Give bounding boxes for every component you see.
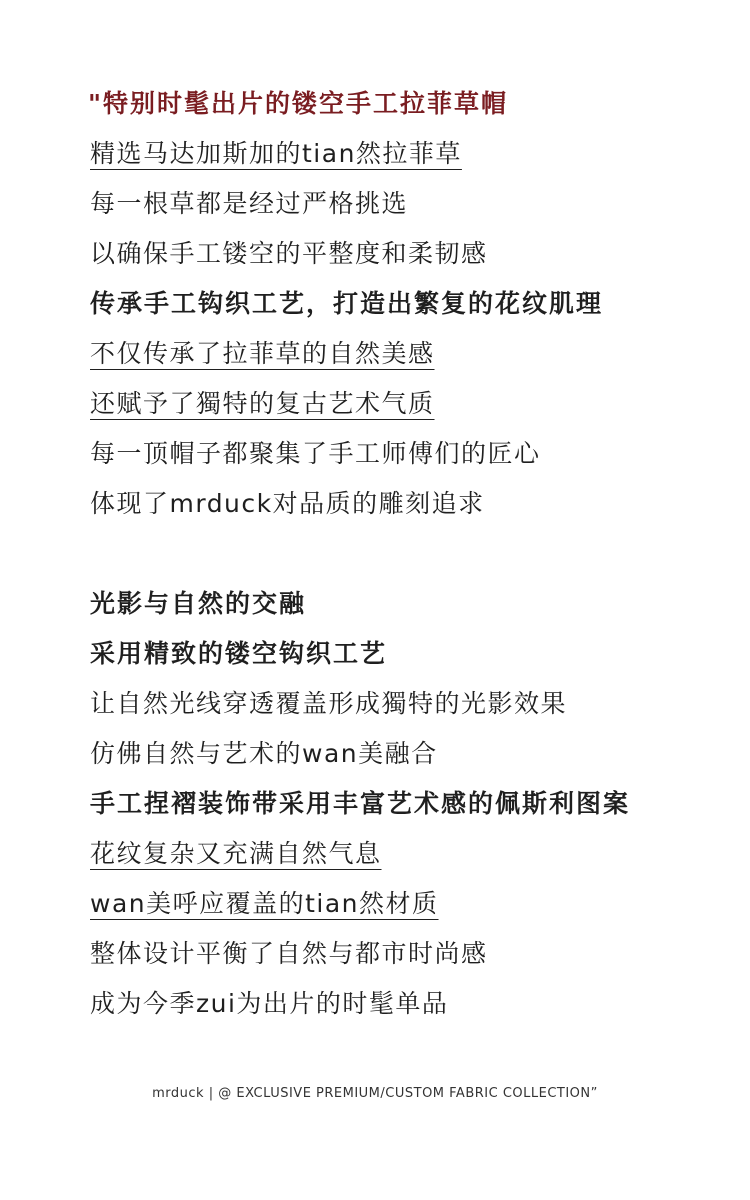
description-line: wan美呼应覆盖的tian然材质 xyxy=(90,889,439,918)
brand-footer: mrduck | @ EXCLUSIVE PREMIUM/CUSTOM FABRIC COLLECTION” xyxy=(152,1086,598,1101)
description-line: 精选马达加斯加的tian然拉菲草 xyxy=(90,139,462,168)
description-line-emphasis: 采用精致的镂空钩织工艺 xyxy=(90,639,388,668)
description-line-emphasis: 传承手工钩织工艺，打造出繁复的花纹肌理 xyxy=(90,289,604,318)
description-line: 每一顶帽子都聚集了手工师傅们的匠心 xyxy=(90,439,541,468)
description-line: 以确保手工镂空的平整度和柔韧感 xyxy=(90,239,488,268)
description-line: 花纹复杂又充满自然气息 xyxy=(90,839,382,868)
description-line: 仿佛自然与艺术的wan美融合 xyxy=(90,739,438,768)
description-line: 不仅传承了拉菲草的自然美感 xyxy=(90,339,435,368)
section-heading: "特别时髦出片的镂空手工拉菲草帽 xyxy=(88,89,509,118)
description-line: 还赋予了獨特的复古艺术气质 xyxy=(90,389,435,418)
description-line: 每一根草都是经过严格挑选 xyxy=(90,189,409,218)
section-subheading: 光影与自然的交融 xyxy=(90,589,307,618)
description-line-emphasis: 手工捏褶装饰带采用丰富艺术感的佩斯利图案 xyxy=(90,789,631,818)
description-line: 成为今季zui为出片的时髦单品 xyxy=(90,989,449,1018)
description-line: 整体设计平衡了自然与都市时尚感 xyxy=(90,939,488,968)
description-line: 体现了mrduck对品质的雕刻追求 xyxy=(90,489,485,518)
description-line: 让自然光线穿透覆盖形成獨特的光影效果 xyxy=(90,689,568,718)
